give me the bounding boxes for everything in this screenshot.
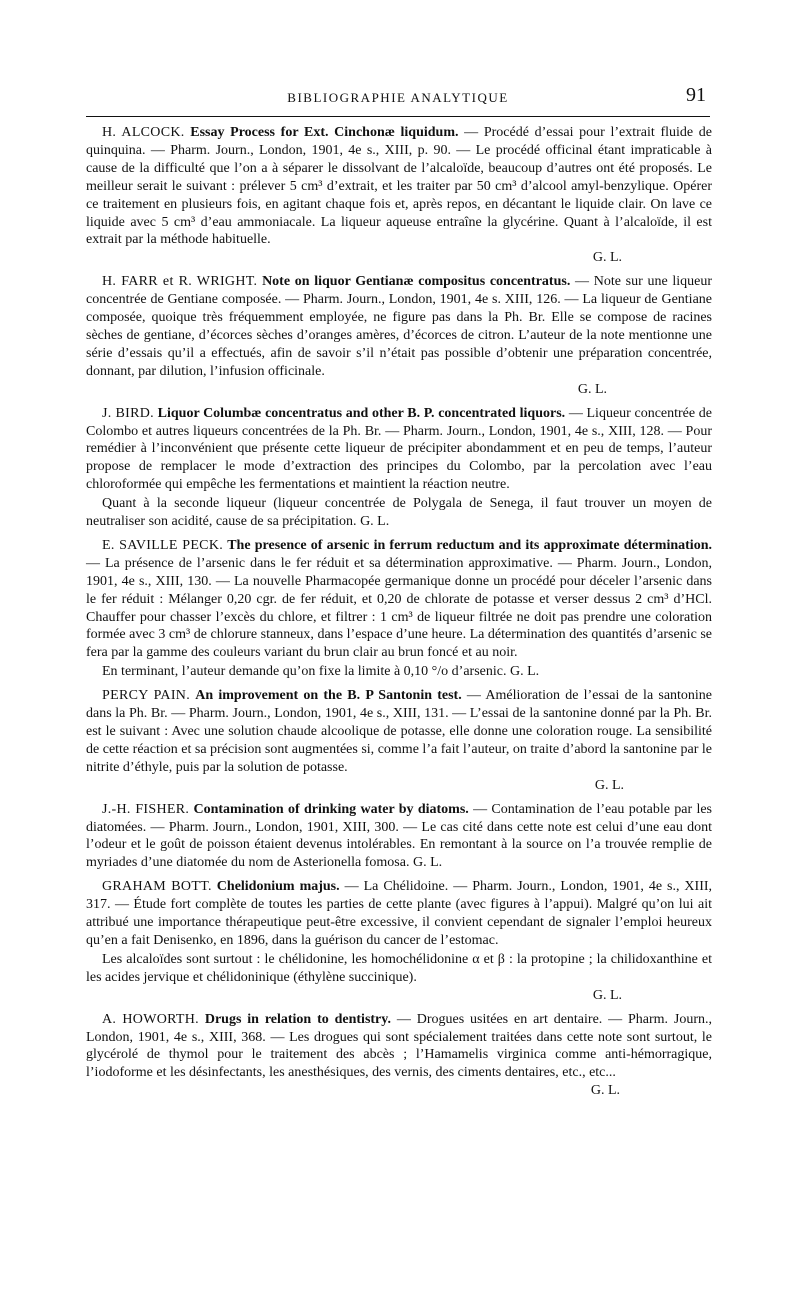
entry-body: — Drogues usitées en art dentaire. — Pharm. Journ., London, 1901, 4e s., XIII, 368. — Les drogues qui sont spécialement traitées dans cette note sont surtout, le glycérolé de thymol pour le traitement des abcès ; l’Hamamelis virginica comme anti-hémorragique, l’iodoforme et les désinfectants, les anesthésiques, des vernis, des ciments dentaires, etc., etc...	[86, 1011, 713, 1081]
entry-title: Drugs in relation to dentistry.	[204, 1011, 391, 1027]
entry-signature: G. L.	[594, 777, 624, 793]
entry-author: H. FARR et R. WRIGHT.	[102, 274, 258, 290]
entry-body: — La présence de l’arsenic dans le fer réduit et sa détermination approximative. — Pharm. Journ., London, 1901, 4e s., XIII, 130. — La nouvelle Pharmacopée germanique donne un procédé pour déceler l’arsenic dans le fer réduit : Mélanger 0,20 cgr. de fer réduit, et 0,20 de chlorate de potasse et verser dessus 2 cm³ d’HCl. Chauffer pour chasser l’excès du chlore, et filtrer : 1 cm³ de liqueur filtrée ne doit pas prendre une coloration formée avec 3 cm³ de chlorure stanneux, dans l’espace d’une heure. La détermination des quantités d’arsenic se fera par la gamme des couleurs variant du brun clair au brun foncé et au noir.	[86, 555, 712, 661]
entry-author: J. BIRD.	[102, 405, 154, 421]
entry-body: — Amélioration de l’essai de la santonine dans la Ph. Br. — Pharm. Journ., London, 1901, 4e s., XIII, 131. — L’essai de la santonine donné par la Ph. Br. est le suivant : Avec une solution chaude alcoolique de potasse, elle donne une coloration rouge. La sensibilité de cette réaction et sa précision sont augmentées si, comme l’a fait l’auteur, on traite d’abord la santonine par le nitrite d’éthyle, puis par la solution de potasse.	[86, 688, 713, 775]
entry-alcock	[86, 124, 712, 267]
entry-author: PERCY PAIN.	[102, 688, 191, 704]
entry-signature: G. L.	[590, 1083, 620, 1099]
entry-paragraph	[86, 537, 712, 662]
entry-signature: G. L.	[577, 381, 607, 397]
entry-paragraph	[86, 405, 712, 495]
entry-title: Note on liquor Gentianæ compositus concentratus.	[262, 274, 571, 290]
entry-howorth	[86, 1011, 712, 1101]
entry-author: J.-H. FISHER.	[102, 801, 190, 817]
entry-body: — Contamination de l’eau potable par les diatomées. — Pharm. Journ., London, 1901, XIII, 300. — Le cas cité dans cette note est celui d’une eau dont l’odeur et le goût de poisson étaient devenus intolérables. En remontant à la source on l’a trouvée remplie de myriades d’une diatomée du nom de Asterionella fomosa.	[86, 801, 712, 871]
entry-author: GRAHAM BOTT.	[102, 879, 212, 895]
entry-paragraph-2	[86, 951, 712, 1005]
entry-paragraph	[86, 124, 712, 267]
entry-body: — Note sur une liqueur concentrée de Gentiane composée. — Pharm. Journ., London, 1901, 4e s. XIII, 126. — La liqueur de Gentiane composée, quoique très fréquemment employée, ne figure pas dans la Ph. Br. Elle se compose de racines sèches de gentiane, d’écorces sèches d’oranges amères, d’écorces de citron. L’auteur de la note mentionne une série d’essais qu’il a effectués, afin de savoir s’il n’était pas possible d’obtenir une préparation concentrée, donnant, par dilution, l’infusion officinale.	[86, 274, 713, 379]
entry-author: E. SAVILLE PECK.	[102, 537, 224, 553]
entry-paragraph	[86, 801, 712, 873]
entry-bird	[86, 405, 712, 531]
entry-body: — La Chélidoine. — Pharm. Journ., London, 1901, 4e s., XIII, 317. — Étude fort complète de toutes les parties de cette plante (avec figures à l’appui). Malgré qu’on lui ait attribué une importance thérapeutique peut-être excessive, il convient cependant de signaler l’emploi heureux qu’en a fait Denisenko, en 1896, dans la guérison du cancer de l’estomac.	[86, 879, 713, 948]
header-title: BIBLIOGRAPHIE ANALYTIQUE	[287, 90, 509, 105]
entry-signature: G. L.	[360, 514, 390, 530]
running-header	[90, 84, 706, 112]
entry-paragraph	[86, 878, 712, 950]
page-number: 91	[686, 84, 706, 106]
entry-paragraph	[86, 1011, 712, 1101]
entry-paragraph	[86, 273, 712, 398]
entry-saville-peck	[86, 537, 712, 681]
entry-percy-pain	[86, 687, 712, 794]
entry-body-2: Les alcaloïdes sont surtout : le chélidonine, les homochélidonine α et β : la protopine ; la chilidoxanthine et les acides jervique et chélidoninique (éthylène succinique).	[86, 951, 712, 985]
entry-body-2: En terminant, l’auteur demande qu’on fixe la limite à 0,10 °/o d’arsenic.	[102, 664, 507, 680]
entry-paragraph-2	[86, 663, 712, 681]
entry-signature: G. L.	[509, 664, 540, 680]
entries-list	[86, 124, 712, 1106]
entry-graham-bott	[86, 878, 712, 1004]
entry-author: A. HOWORTH.	[102, 1011, 199, 1027]
entry-fisher	[86, 801, 712, 873]
header-rule	[86, 116, 710, 117]
entry-signature: G. L.	[592, 987, 622, 1003]
entry-title: Liquor Columbæ concentratus and other B. P. concentrated liquors.	[157, 405, 566, 421]
entry-title: Contamination of drinking water by diatoms.	[193, 801, 469, 817]
entry-title: An improvement on the B. P Santonin test.	[195, 688, 462, 704]
entry-paragraph	[86, 687, 712, 794]
entry-body: — Liqueur concentrée de Colombo et autres liqueurs concentrées de la Ph. Br. — Pharm. Journ., London, 1901, 4e s., XIII, 128. — Pour remédier à l’inconvénient que présente cette liqueur de précipiter abondamment et en peu de temps, l’auteur propose de remplacer le mode d’extraction des principes du Colombo, par la percolation avec l’eau chloroformée qui empêche les fermentations et maintient la réaction neutre.	[86, 405, 712, 493]
entry-body-2: Quant à la seconde liqueur (liqueur concentrée de Polygala de Senega, il faut trouver un moyen de neutraliser son acidité, cause de sa précipitation.	[86, 496, 712, 530]
entry-body: — Procédé d’essai pour l’extrait fluide de quinquina. — Pharm. Journ., London, 1901, 4e s., XIII, p. 90. — Le procédé officinal étant impraticable à cause de la difficulté que l’on a à séparer le dissolvant de l’alcaloïde, beaucoup d’autres ont été proposés. Le meilleur serait le suivant : prélever 5 cm³ d’extrait, et les traiter par 50 cm³ d’alcool amyl-benzylique. Opérer ce traitement en plusieurs fois, en agitant chaque fois et, après repos, en décantant le liquide clair. On lave ce liquide avec 5 cm³ d’eau ammoniacale. La liqueur aqueuse entraîne la glycérine. Quant à l’alcaloïde, il est extrait par la méthode habituelle.	[86, 125, 713, 248]
entry-author: H. ALCOCK.	[102, 125, 185, 140]
entry-title: Essay Process for Ext. Cinchonæ liquidum.	[190, 125, 459, 140]
entry-signature: G. L.	[592, 250, 622, 266]
entry-title: Chelidonium majus.	[216, 879, 340, 895]
entry-title: The presence of arsenic in ferrum reductum and its approximate détermination.	[227, 537, 712, 553]
entry-farr-wright	[86, 273, 712, 398]
entry-signature: G. L.	[412, 855, 443, 871]
entry-paragraph-2	[86, 495, 712, 531]
